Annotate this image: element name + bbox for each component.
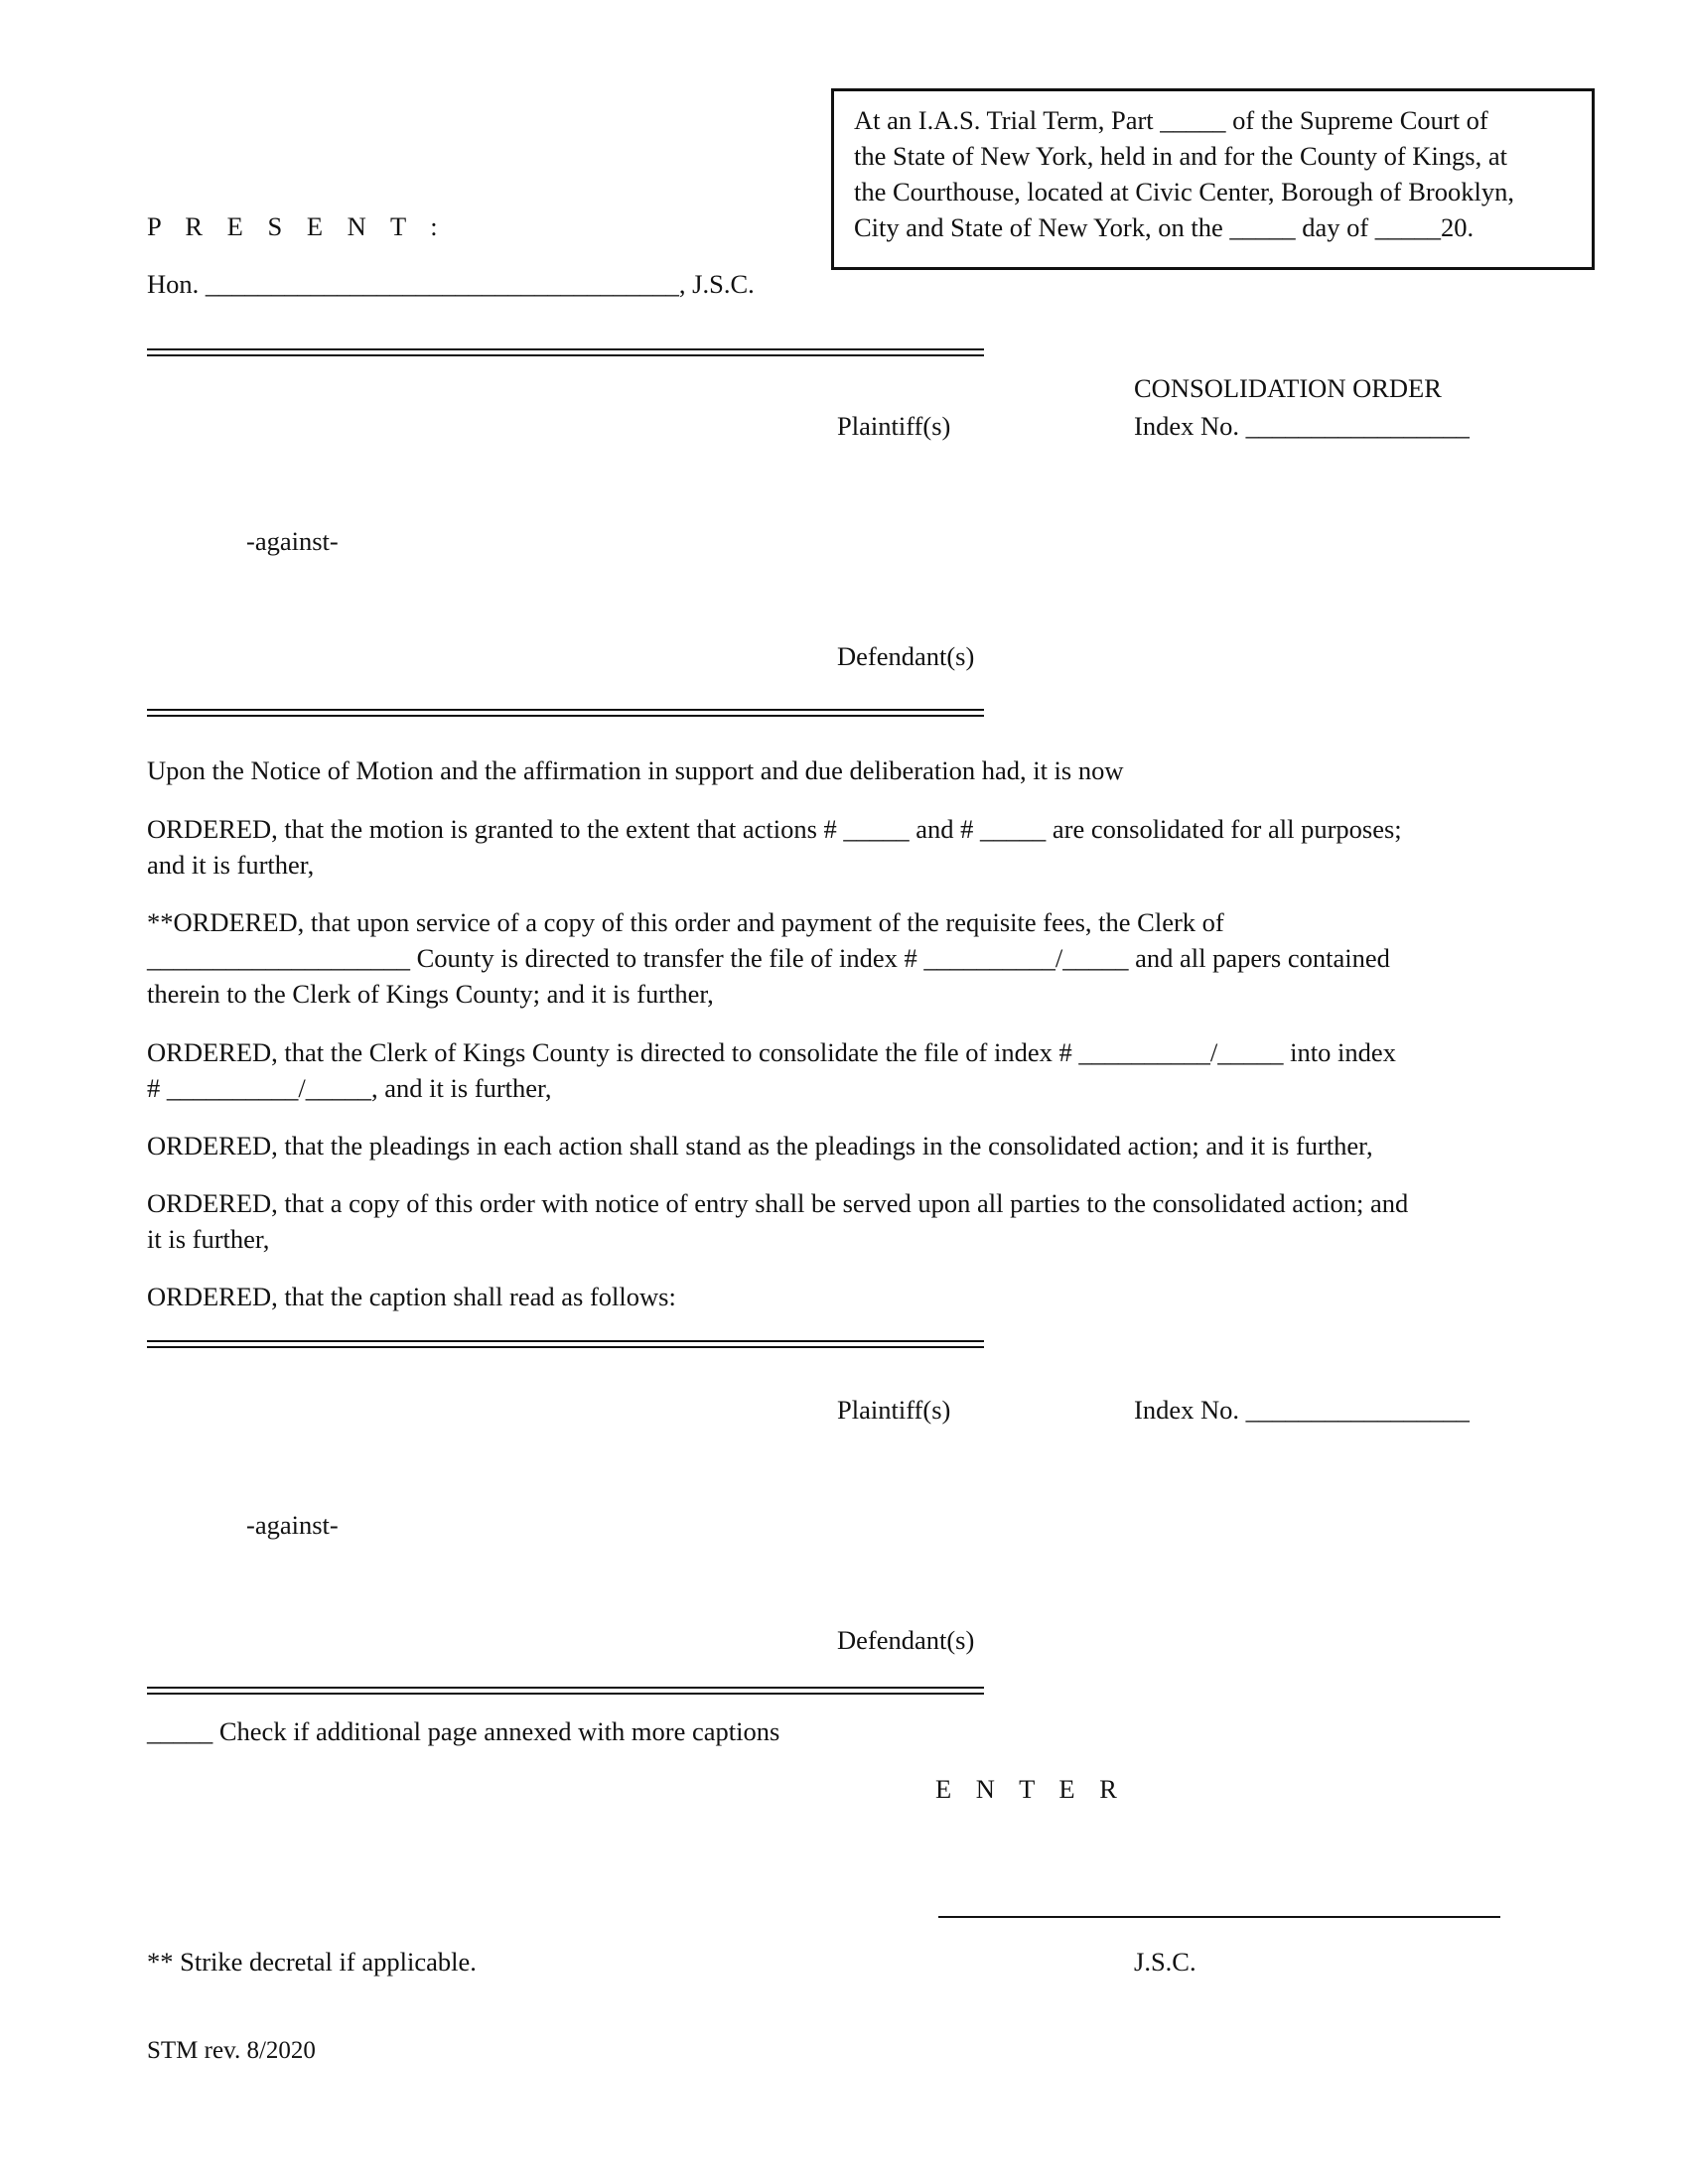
header-line-3: the Courthouse, located at Civic Center, Borough of Brooklyn, [854,177,1514,206]
court-header-box [831,88,1595,270]
index-number-field: Index No. _________________ [1134,411,1470,441]
header-line-4: City and State of New York, on the _____ day of _____20. [854,212,1475,242]
plaintiffs-label: Plaintiff(s) [837,411,951,441]
ordered-paragraph-2 [147,904,1537,1012]
ordered-2-line-3: therein to the Clerk of Kings County; and it is further, [147,979,714,1009]
form-revision: STM rev. 8/2020 [147,2037,316,2064]
ordered-paragraph-5 [147,1185,1537,1257]
caption2-against-label: -against- [246,1510,339,1540]
jsc-label: J.S.C. [1134,1947,1196,1977]
against-label: -against- [246,526,339,556]
ordered-3-line-2: # __________/_____, and it is further, [147,1073,552,1103]
judge-signature-line [938,1916,1500,1918]
caption2-defendants-label: Defendant(s) [837,1625,975,1655]
caption-bottom-rule [147,709,984,717]
ordered-2-line-1: **ORDERED, that upon service of a copy of this order and payment of the requisite fees, the Clerk of [147,907,1224,937]
caption-top-rule [147,348,984,356]
ordered-1-line-2: and it is further, [147,850,315,880]
ordered-paragraph-6: ORDERED, that the caption shall read as follows: [147,1282,676,1311]
caption2-index-number-field: Index No. _________________ [1134,1395,1470,1425]
ordered-paragraph-3 [147,1034,1537,1106]
caption2-bottom-rule [147,1687,984,1695]
defendants-label: Defendant(s) [837,641,975,671]
intro-paragraph: Upon the Notice of Motion and the affirmation in support and due deliberation had, it is now [147,755,1124,785]
ordered-1-line-1: ORDERED, that the motion is granted to the extent that actions # _____ and # _____ are consolidated for all purposes; [147,814,1402,844]
caption2-top-rule [147,1340,984,1348]
ordered-paragraph-4: ORDERED, that the pleadings in each action shall stand as the pleadings in the consolidated action; and it is further, [147,1131,1373,1160]
ordered-3-line-1: ORDERED, that the Clerk of Kings County is directed to consolidate the file of index # __________/_____ into index [147,1037,1396,1067]
strike-decretal-note: ** Strike decretal if applicable. [147,1947,477,1977]
caption2-plaintiffs-label: Plaintiff(s) [837,1395,951,1425]
document-title: CONSOLIDATION ORDER [1134,373,1442,403]
present-label: P R E S E N T : [147,211,447,241]
ordered-5-line-2: it is further, [147,1224,270,1254]
judge-line: Hon. ____________________________________, J.S.C. [147,269,755,299]
header-line-2: the State of New York, held in and for the County of Kings, at [854,141,1507,171]
ordered-paragraph-1 [147,811,1537,883]
header-line-1: At an I.A.S. Trial Term, Part _____ of the Supreme Court of [854,105,1488,135]
enter-label: E N T E R [935,1774,1126,1804]
additional-page-checkbox-line: _____ Check if additional page annexed with more captions [147,1716,780,1746]
ordered-2-line-2: ____________________ County is directed to transfer the file of index # __________/_____ and all papers contained [147,943,1390,973]
ordered-5-line-1: ORDERED, that a copy of this order with notice of entry shall be served upon all parties to the consolidated action; and [147,1188,1409,1218]
